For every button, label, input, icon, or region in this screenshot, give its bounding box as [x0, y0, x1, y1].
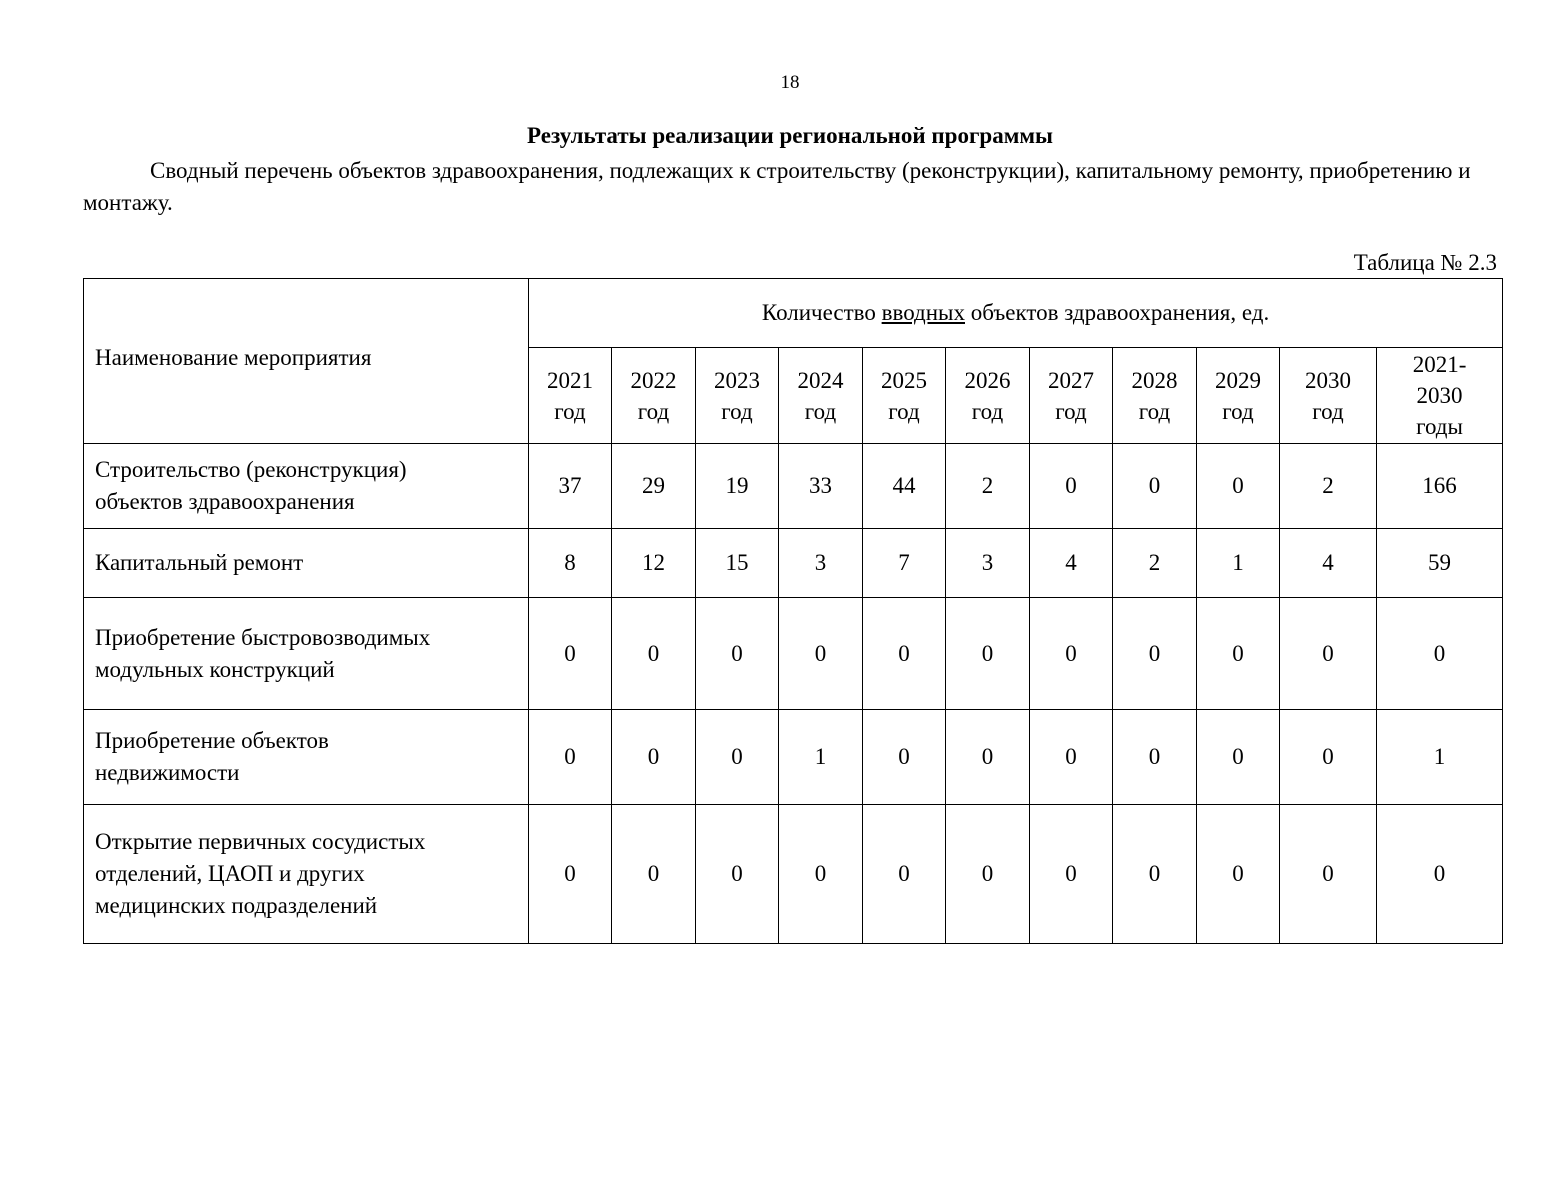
year-header-unit: год	[804, 398, 837, 424]
document-subtitle: Сводный перечень объектов здравоохранения, подлежащих к строительству (реконструкции), капитальному ремонту, приобретению и монтажу.	[83, 158, 1471, 215]
value-cell: 0	[863, 598, 946, 710]
table-caption: Таблица № 2.3	[1353, 250, 1497, 275]
row-name	[84, 529, 529, 598]
value-cell: 1	[1197, 529, 1280, 598]
row-name-line: Приобретение объектов	[95, 728, 329, 753]
results-table	[83, 278, 1503, 944]
year-header-year: 2030	[1305, 367, 1351, 393]
table-row	[84, 529, 1503, 598]
group-header	[529, 279, 1503, 348]
group-header-underlined: вводных	[881, 300, 965, 325]
year-header-unit: год	[1222, 398, 1254, 424]
value-cell: 0	[863, 805, 946, 944]
value-cell: 0	[1280, 805, 1377, 944]
value-cell: 0	[1197, 444, 1280, 529]
year-header-year: 2026	[964, 367, 1011, 393]
value-cell: 3	[946, 529, 1030, 598]
value-cell: 0	[696, 598, 779, 710]
value-cell: 44	[863, 444, 946, 529]
year-header-year: 2023	[714, 367, 760, 393]
year-header-unit: год	[1138, 398, 1171, 424]
value-cell: 19	[696, 444, 779, 529]
value-cell: 0	[863, 710, 946, 805]
value-cell: 37	[529, 444, 612, 529]
value-cell: 0	[779, 805, 863, 944]
value-cell: 0	[1280, 598, 1377, 710]
row-name	[84, 710, 529, 805]
row-name-line: медицинских подразделений	[95, 893, 378, 918]
year-header-year: 2028	[1131, 367, 1178, 393]
total-cell: 0	[1377, 598, 1503, 710]
value-cell: 33	[779, 444, 863, 529]
value-cell: 0	[1113, 710, 1197, 805]
total-header-line: 2021-	[1412, 352, 1467, 377]
table-row	[84, 710, 1503, 805]
value-cell: 0	[1197, 710, 1280, 805]
table-row	[84, 598, 1503, 710]
year-header	[1280, 348, 1377, 444]
row-name-line: объектов здравоохранения	[95, 489, 355, 514]
year-header	[779, 348, 863, 444]
value-cell: 29	[612, 444, 696, 529]
value-cell: 12	[612, 529, 696, 598]
value-cell: 2	[1113, 529, 1197, 598]
table-row	[84, 444, 1503, 529]
total-header-line: годы	[1416, 414, 1463, 439]
value-cell: 0	[612, 805, 696, 944]
year-header-year: 2025	[881, 367, 927, 393]
year-header	[529, 348, 612, 444]
year-header	[863, 348, 946, 444]
year-header	[946, 348, 1030, 444]
value-cell: 0	[529, 710, 612, 805]
row-name-line: Открытие первичных сосудистых	[95, 829, 426, 854]
value-cell: 3	[779, 529, 863, 598]
value-cell: 8	[529, 529, 612, 598]
year-header-year: 2022	[630, 367, 677, 393]
name-column-header: Наименование мероприятия	[84, 279, 529, 444]
year-header	[1197, 348, 1280, 444]
row-name-line: недвижимости	[95, 760, 240, 785]
total-cell: 59	[1377, 529, 1503, 598]
value-cell: 0	[946, 598, 1030, 710]
value-cell: 0	[696, 805, 779, 944]
value-cell: 0	[1113, 805, 1197, 944]
year-header-unit: год	[971, 398, 1004, 424]
row-name-line: модульных конструкций	[95, 656, 335, 682]
row-name-line: Строительство (реконструкция)	[95, 457, 407, 482]
value-cell: 15	[696, 529, 779, 598]
year-header	[612, 348, 696, 444]
total-header-line: 2030	[1416, 383, 1463, 408]
value-cell: 2	[1280, 444, 1377, 529]
value-cell: 0	[529, 805, 612, 944]
row-name-line: Приобретение быстровозводимых	[95, 624, 431, 650]
value-cell: 0	[946, 805, 1030, 944]
value-cell: 0	[1280, 710, 1377, 805]
value-cell: 0	[1030, 710, 1113, 805]
value-cell: 0	[612, 710, 696, 805]
group-header-text-end: объектов здравоохранения, ед.	[965, 300, 1270, 325]
value-cell: 0	[1113, 444, 1197, 529]
page-number: 18	[780, 72, 800, 93]
row-name-line: отделений, ЦАОП и других	[95, 861, 365, 886]
row-name-line: Капитальный ремонт	[95, 550, 304, 575]
row-name	[84, 444, 529, 529]
value-cell: 0	[1030, 598, 1113, 710]
total-cell: 1	[1377, 710, 1503, 805]
value-cell: 0	[696, 710, 779, 805]
row-name	[84, 805, 529, 944]
group-header-text: Количество	[761, 300, 882, 325]
value-cell: 0	[1197, 805, 1280, 944]
value-cell: 0	[1030, 805, 1113, 944]
year-header-year: 2029	[1215, 367, 1261, 393]
total-cell: 166	[1377, 444, 1503, 529]
value-cell: 0	[612, 598, 696, 710]
year-header-unit: год	[721, 398, 753, 424]
value-cell: 0	[1197, 598, 1280, 710]
year-header-unit: год	[637, 398, 670, 424]
year-header-year: 2027	[1048, 367, 1094, 393]
table-body	[84, 444, 1503, 944]
year-header	[1030, 348, 1113, 444]
value-cell: 0	[1113, 598, 1197, 710]
value-cell: 0	[1030, 444, 1113, 529]
value-cell: 4	[1030, 529, 1113, 598]
value-cell: 7	[863, 529, 946, 598]
value-cell: 0	[946, 710, 1030, 805]
value-cell: 1	[779, 710, 863, 805]
year-header-year: 2021	[547, 367, 593, 393]
year-header-unit: год	[1312, 398, 1344, 424]
year-header-unit: год	[554, 398, 586, 424]
value-cell: 4	[1280, 529, 1377, 598]
value-cell: 2	[946, 444, 1030, 529]
table-row	[84, 805, 1503, 944]
year-header-unit: год	[1055, 398, 1087, 424]
value-cell: 0	[779, 598, 863, 710]
total-header	[1377, 348, 1503, 444]
row-name	[84, 598, 529, 710]
year-header-unit: год	[888, 398, 920, 424]
total-cell: 0	[1377, 805, 1503, 944]
year-header-year: 2024	[797, 367, 844, 393]
value-cell: 0	[529, 598, 612, 710]
year-header	[1113, 348, 1197, 444]
document-title: Результаты реализации региональной программы	[527, 123, 1053, 148]
year-header	[696, 348, 779, 444]
